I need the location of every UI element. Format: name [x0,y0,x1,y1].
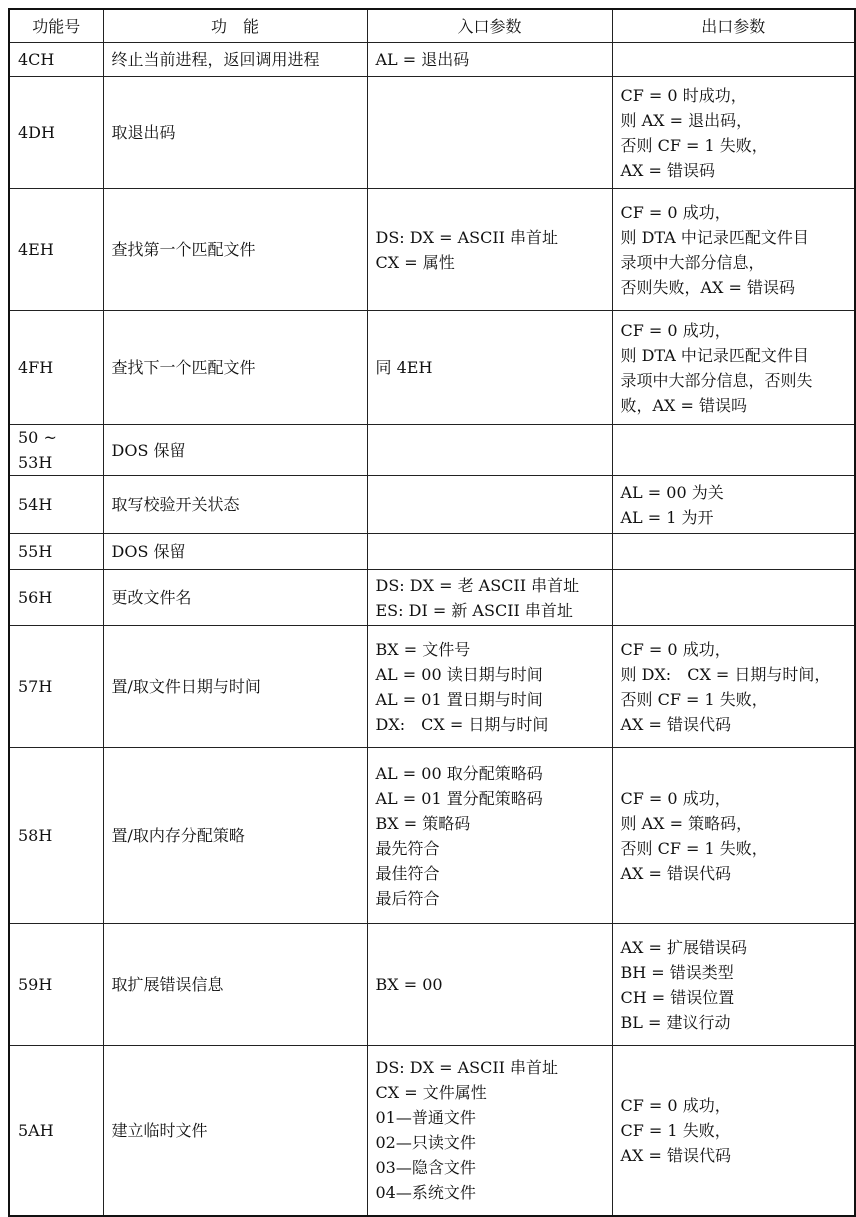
input-params-cell-line: 04—系统文件 [375,1183,476,1203]
input-params-cell [367,748,612,924]
table-row [9,570,855,626]
function-code-cell: 58H [9,748,103,924]
input-params-cell [367,77,612,189]
output-params-cell-line: CF = 0 成功， [620,788,731,808]
output-params-cell [612,1046,855,1216]
input-params-cell-line: 01—普通文件 [375,1108,476,1128]
output-params-cell [612,570,855,626]
input-params-cell [367,476,612,534]
input-params-cell [367,43,612,77]
header-output: 出口参数 [612,9,855,43]
function-code-cell: 55H [9,534,103,570]
output-params-cell [612,534,855,570]
input-params-cell-line: 03—隐含文件 [375,1158,476,1178]
input-params-cell [367,1046,612,1216]
table-row [9,1046,855,1216]
input-params-cell-line: 最先符合 [375,838,440,858]
function-name-cell: 更改文件名 [103,570,367,626]
header-function: 功 能 [103,9,367,43]
output-params-cell-line: 则 DTA 中记录匹配文件目 [620,345,809,365]
input-params-cell-line: 同 4EH [375,358,433,377]
output-params-cell-line: 否则 CF = 1 失败， [620,689,768,709]
output-params-cell-line: 则 DX: CX = 日期与时间， [620,664,831,684]
function-name-cell: 取退出码 [103,77,367,189]
function-name-cell: 取扩展错误信息 [103,924,367,1046]
function-name-cell: 终止当前进程，返回调用进程 [103,43,367,77]
output-params-cell-line: 败，AX = 错误吗 [620,395,748,415]
table-row [9,189,855,311]
function-code-cell: 56H [9,570,103,626]
function-code-cell: 50 ~ 53H [9,425,103,476]
output-params-cell-line: CF = 0 成功， [620,202,731,222]
output-params-cell-line: 否则 CF = 1 失败， [620,135,768,155]
output-params-cell-line: CF = 0 成功， [620,639,731,659]
input-params-cell [367,626,612,748]
table-row [9,311,855,425]
output-params-cell-line: AL = 00 为关 [620,482,724,502]
table-row [9,425,855,476]
input-params-cell-line: 最后符合 [375,888,440,908]
input-params-cell [367,425,612,476]
function-code-cell: 5AH [9,1046,103,1216]
header-code: 功能号 [9,9,103,43]
input-params-cell [367,924,612,1046]
output-params-cell [612,425,855,476]
function-name-cell: 置/取文件日期与时间 [103,626,367,748]
input-params-cell-line: 02—只读文件 [375,1133,476,1153]
output-params-cell-line: 则 AX = 退出码， [620,110,753,130]
input-params-cell-line: BX = 00 [375,975,443,994]
function-name-cell: 建立临时文件 [103,1046,367,1216]
function-code-cell: 57H [9,626,103,748]
function-code-cell: 4EH [9,189,103,311]
table-row [9,924,855,1046]
function-code-cell: 4CH [9,43,103,77]
input-params-cell-line: 最佳符合 [375,863,440,883]
function-name-cell: DOS 保留 [103,534,367,570]
output-params-cell [612,311,855,425]
input-params-cell-line: DX: CX = 日期与时间 [375,714,549,734]
output-params-cell-line: CH = 错误位置 [620,987,735,1007]
output-params-cell-line: AX = 扩展错误码 [620,937,748,957]
output-params-cell-line: CF = 0 时成功， [620,85,747,105]
output-params-cell-line: CF = 0 成功， [620,320,731,340]
input-params-cell-line: DS: DX = 老 ASCII 串首址 [375,575,580,595]
output-params-cell-line: 否则 CF = 1 失败， [620,838,768,858]
table-row [9,626,855,748]
output-params-cell-line: AX = 错误码 [620,160,716,180]
function-name-cell: 查找下一个匹配文件 [103,311,367,425]
output-params-cell [612,626,855,748]
output-params-cell [612,476,855,534]
output-params-cell-line: 否则失败，AX = 错误码 [620,277,796,297]
input-params-cell-line: BX = 策略码 [375,813,471,833]
input-params-cell-line: AL = 00 读日期与时间 [375,664,543,684]
input-params-cell [367,311,612,425]
table-body [9,43,855,1216]
input-params-cell-line: BX = 文件号 [375,639,471,659]
function-code-cell: 59H [9,924,103,1046]
function-code-cell: 54H [9,476,103,534]
table-row [9,476,855,534]
function-code-cell: 4DH [9,77,103,189]
input-params-cell-line: CX = 文件属性 [375,1083,487,1103]
output-params-cell [612,924,855,1046]
table-row [9,534,855,570]
dos-function-table [8,8,856,1217]
input-params-cell [367,534,612,570]
input-params-cell-line: AL = 01 置分配策略码 [375,788,543,808]
input-params-cell [367,189,612,311]
output-params-cell-line: CF = 1 失败， [620,1120,731,1140]
output-params-cell-line: 则 DTA 中记录匹配文件目 [620,227,809,247]
input-params-cell-line: ES: DI = 新 ASCII 串首址 [375,600,573,620]
output-params-cell-line: AX = 错误代码 [620,714,732,734]
output-params-cell [612,748,855,924]
input-params-cell-line: AL = 01 置日期与时间 [375,689,543,709]
header-row [9,9,855,43]
function-name-cell: 取写校验开关状态 [103,476,367,534]
table-row [9,748,855,924]
input-params-cell-line: AL = 00 取分配策略码 [375,763,543,783]
output-params-cell-line: AX = 错误代码 [620,863,732,883]
table-row [9,43,855,77]
output-params-cell-line: CF = 0 成功， [620,1095,731,1115]
output-params-cell-line: BL = 建议行动 [620,1012,731,1032]
header-input: 入口参数 [367,9,612,43]
input-params-cell-line: AL = 退出码 [375,50,470,69]
table-row [9,77,855,189]
function-name-cell: DOS 保留 [103,425,367,476]
function-code-cell: 4FH [9,311,103,425]
output-params-cell [612,77,855,189]
input-params-cell [367,570,612,626]
output-params-cell [612,43,855,77]
function-name-cell: 查找第一个匹配文件 [103,189,367,311]
output-params-cell-line: 录项中大部分信息， [620,252,765,272]
output-params-cell-line: 录项中大部分信息，否则失 [620,370,813,390]
output-params-cell [612,189,855,311]
output-params-cell-line: AL = 1 为开 [620,507,714,527]
input-params-cell-line: CX = 属性 [375,252,455,272]
output-params-cell-line: AX = 错误代码 [620,1145,732,1165]
output-params-cell-line: BH = 错误类型 [620,962,734,982]
output-params-cell-line: 则 AX = 策略码， [620,813,753,833]
function-name-cell: 置/取内存分配策略 [103,748,367,924]
input-params-cell-line: DS: DX = ASCII 串首址 [375,227,559,247]
input-params-cell-line: DS: DX = ASCII 串首址 [375,1058,559,1078]
